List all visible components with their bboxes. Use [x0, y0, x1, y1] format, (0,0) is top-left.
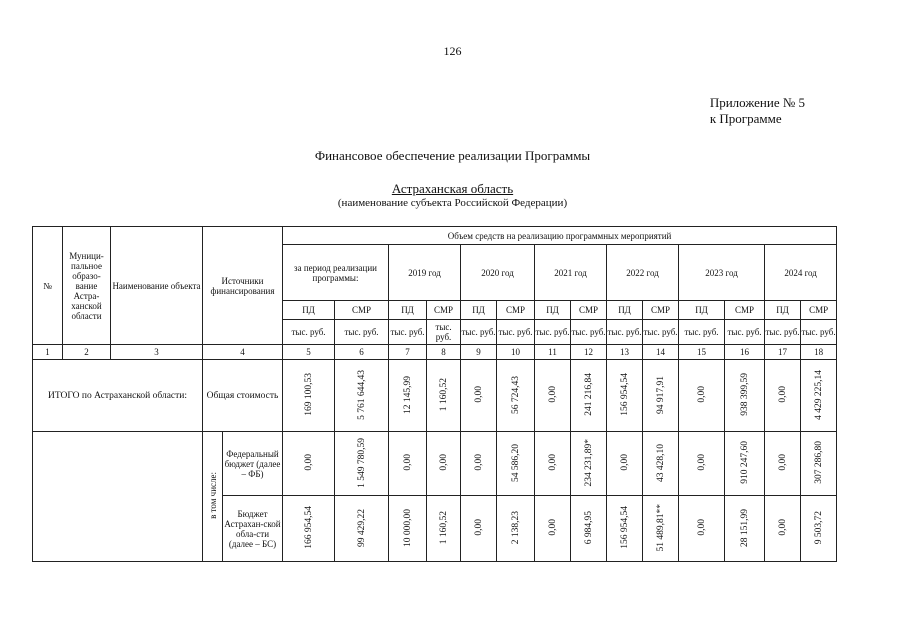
total-value-text: 0,00 — [547, 386, 558, 403]
header-year-2023: 2023 год — [679, 245, 765, 301]
unit-cell: тыс. руб. — [571, 320, 607, 345]
bs-value-text: 0,00 — [473, 519, 484, 536]
bs-value-text: 6 984,95 — [583, 510, 594, 545]
bs-value-text: 156 954,54 — [619, 506, 630, 549]
header-municipality: Муници-пальное образо-вание Астра-ханской области — [63, 227, 111, 345]
fb-value-text: 0,00 — [619, 454, 630, 471]
fb-value — [725, 432, 765, 496]
bs-value — [607, 496, 643, 562]
unit-cell: тыс. руб. — [765, 320, 801, 345]
unit-cell: тыс. руб. — [535, 320, 571, 345]
unit-cell: тыс. руб. — [335, 320, 389, 345]
header-smr: СМР — [725, 301, 765, 320]
including-text: в том числе: — [207, 472, 218, 519]
unit-cell: тыс. руб. — [801, 320, 837, 345]
appendix-reference — [710, 95, 805, 127]
appendix-line-1: Приложение № 5 — [709, 95, 805, 110]
bs-value — [461, 496, 497, 562]
bs-value — [427, 496, 461, 562]
fb-value-text: 307 286,80 — [813, 441, 824, 484]
fb-value-text: 43 428,10 — [655, 443, 666, 482]
unit-cell: тыс. руб. — [607, 320, 643, 345]
total-value-text: 4 429 225,14 — [813, 369, 824, 420]
document-title: Финансовое обеспечение реализации Программы — [314, 148, 591, 163]
header-smr: СМР — [643, 301, 679, 320]
total-value — [607, 360, 643, 432]
header-period: за период реализации программы: — [283, 245, 389, 301]
fb-value — [801, 432, 837, 496]
bs-value-text: 0,00 — [696, 519, 707, 536]
header-pd: ПД — [607, 301, 643, 320]
col-number: 4 — [203, 345, 283, 360]
fb-value — [427, 432, 461, 496]
unit-cell: тыс. руб. — [389, 320, 427, 345]
total-value-text: 94 917,91 — [655, 375, 666, 414]
fb-value — [571, 432, 607, 496]
total-value-text: 56 724,43 — [510, 375, 521, 414]
bs-value-text: 2 138,23 — [510, 510, 521, 545]
header-object-name: Наименование объекта — [111, 227, 203, 345]
col-number: 18 — [801, 345, 837, 360]
fb-value-text: 0,00 — [402, 454, 413, 471]
total-value — [535, 360, 571, 432]
fb-value — [765, 432, 801, 496]
bs-value-text: 0,00 — [777, 519, 788, 536]
col-number: 5 — [283, 345, 335, 360]
unit-cell: тыс. руб. — [497, 320, 535, 345]
col-number: 13 — [607, 345, 643, 360]
total-value-text: 156 954,54 — [619, 373, 630, 416]
total-value — [725, 360, 765, 432]
bs-value — [801, 496, 837, 562]
unit-cell: тыс. руб. — [643, 320, 679, 345]
bs-value — [283, 496, 335, 562]
bs-value-text: 99 429,22 — [356, 508, 367, 547]
bs-label: Бюджет Астрахан-ской обла-сти (далее – БС) — [223, 496, 283, 562]
header-year-2022: 2022 год — [607, 245, 679, 301]
header-no: № — [33, 227, 63, 345]
col-number: 17 — [765, 345, 801, 360]
fb-value — [497, 432, 535, 496]
bs-value-text: 0,00 — [547, 519, 558, 536]
region-caption: (наименование субъекта Российской Федерации) — [337, 197, 568, 209]
col-number: 11 — [535, 345, 571, 360]
header-smr: СМР — [571, 301, 607, 320]
total-value-text: 169 100,53 — [303, 373, 314, 416]
fb-value — [643, 432, 679, 496]
total-label: ИТОГО по Астраханской области: — [33, 360, 203, 432]
col-number: 6 — [335, 345, 389, 360]
header-year-2021: 2021 год — [535, 245, 607, 301]
header-year-2024: 2024 год — [765, 245, 837, 301]
header-pd: ПД — [765, 301, 801, 320]
header-funding-source: Источники финансирования — [203, 227, 283, 345]
fb-value-text: 0,00 — [777, 454, 788, 471]
fb-value-text: 0,00 — [547, 454, 558, 471]
header-pd: ПД — [535, 301, 571, 320]
fb-value-text: 0,00 — [303, 454, 314, 471]
header-pd: ПД — [389, 301, 427, 320]
fb-value-text: 54 586,20 — [510, 443, 521, 482]
fb-value — [535, 432, 571, 496]
total-value-text: 12 145,99 — [402, 375, 413, 414]
fb-label: Федеральный бюджет (далее – ФБ) — [223, 432, 283, 496]
header-year-2020: 2020 год — [461, 245, 535, 301]
col-number: 3 — [111, 345, 203, 360]
bs-value-text: 10 000,00 — [402, 508, 413, 547]
col-number: 12 — [571, 345, 607, 360]
header-pd: ПД — [283, 301, 335, 320]
total-value — [801, 360, 837, 432]
fb-value — [283, 432, 335, 496]
bs-value — [335, 496, 389, 562]
total-value — [389, 360, 427, 432]
unit-cell: тыс. руб. — [461, 320, 497, 345]
unit-cell: тыс. руб. — [679, 320, 725, 345]
fb-value — [679, 432, 725, 496]
fb-value-text: 234 231,89* — [583, 438, 594, 487]
column-number-row — [33, 345, 837, 360]
fb-value-text: 1 549 780,59 — [356, 437, 367, 488]
header-funding-volume: Объем средств на реализацию программных мероприятий — [283, 227, 837, 245]
col-number: 16 — [725, 345, 765, 360]
fb-value — [461, 432, 497, 496]
col-number: 7 — [389, 345, 427, 360]
total-value — [571, 360, 607, 432]
bs-value-text: 51 489,81** — [655, 503, 666, 552]
total-value-text: 5 761 644,43 — [356, 369, 367, 420]
bs-value-text: 28 151,99 — [739, 508, 750, 547]
bs-value — [765, 496, 801, 562]
header-pd: ПД — [461, 301, 497, 320]
fb-value-text: 0,00 — [438, 454, 449, 471]
col-number: 1 — [33, 345, 63, 360]
bs-value — [571, 496, 607, 562]
unit-cell: тыс. руб. — [427, 320, 461, 345]
bs-value — [725, 496, 765, 562]
col-number: 8 — [427, 345, 461, 360]
col-number: 9 — [461, 345, 497, 360]
unit-cell: тыс. руб. — [283, 320, 335, 345]
unit-cell: тыс. руб. — [725, 320, 765, 345]
col-number: 10 — [497, 345, 535, 360]
total-value — [283, 360, 335, 432]
appendix-line-2: к Программе — [709, 111, 782, 126]
financing-table — [32, 226, 837, 562]
bs-value-text: 9 503,72 — [813, 510, 824, 545]
fb-value-text: 0,00 — [696, 454, 707, 471]
bs-value — [497, 496, 535, 562]
header-smr: СМР — [335, 301, 389, 320]
total-value — [765, 360, 801, 432]
bs-value-text: 166 954,54 — [303, 506, 314, 549]
col-number: 2 — [63, 345, 111, 360]
total-value-text: 1 160,52 — [438, 377, 449, 412]
total-value-text: 0,00 — [777, 386, 788, 403]
header-smr: СМР — [497, 301, 535, 320]
bs-value-text: 1 160,52 — [438, 510, 449, 545]
total-row — [33, 360, 837, 432]
bs-value — [389, 496, 427, 562]
total-value-text: 938 399,59 — [739, 373, 750, 416]
bs-value — [679, 496, 725, 562]
total-value-text: 0,00 — [696, 386, 707, 403]
total-value — [679, 360, 725, 432]
fb-value-text: 910 247,60 — [739, 441, 750, 484]
total-value — [461, 360, 497, 432]
region-name — [0, 181, 905, 197]
fb-value — [389, 432, 427, 496]
total-value — [335, 360, 389, 432]
total-value-text: 0,00 — [473, 386, 484, 403]
including-label — [203, 432, 223, 562]
fb-value — [607, 432, 643, 496]
fb-value — [335, 432, 389, 496]
total-value — [643, 360, 679, 432]
region-name-text: Астраханская область — [391, 181, 514, 196]
header-smr: СМР — [427, 301, 461, 320]
header-smr: СМР — [801, 301, 837, 320]
col-number: 14 — [643, 345, 679, 360]
header-row-1 — [33, 227, 837, 245]
empty-label-cell — [33, 432, 203, 562]
total-value — [497, 360, 535, 432]
federal-budget-row — [33, 432, 837, 496]
header-pd: ПД — [679, 301, 725, 320]
fb-value-text: 0,00 — [473, 454, 484, 471]
total-source: Общая стоимость — [203, 360, 283, 432]
header-year-2019: 2019 год — [389, 245, 461, 301]
total-value-text: 241 216,84 — [583, 373, 594, 416]
col-number: 15 — [679, 345, 725, 360]
total-value — [427, 360, 461, 432]
bs-value — [643, 496, 679, 562]
page-number: 126 — [443, 44, 462, 58]
bs-value — [535, 496, 571, 562]
